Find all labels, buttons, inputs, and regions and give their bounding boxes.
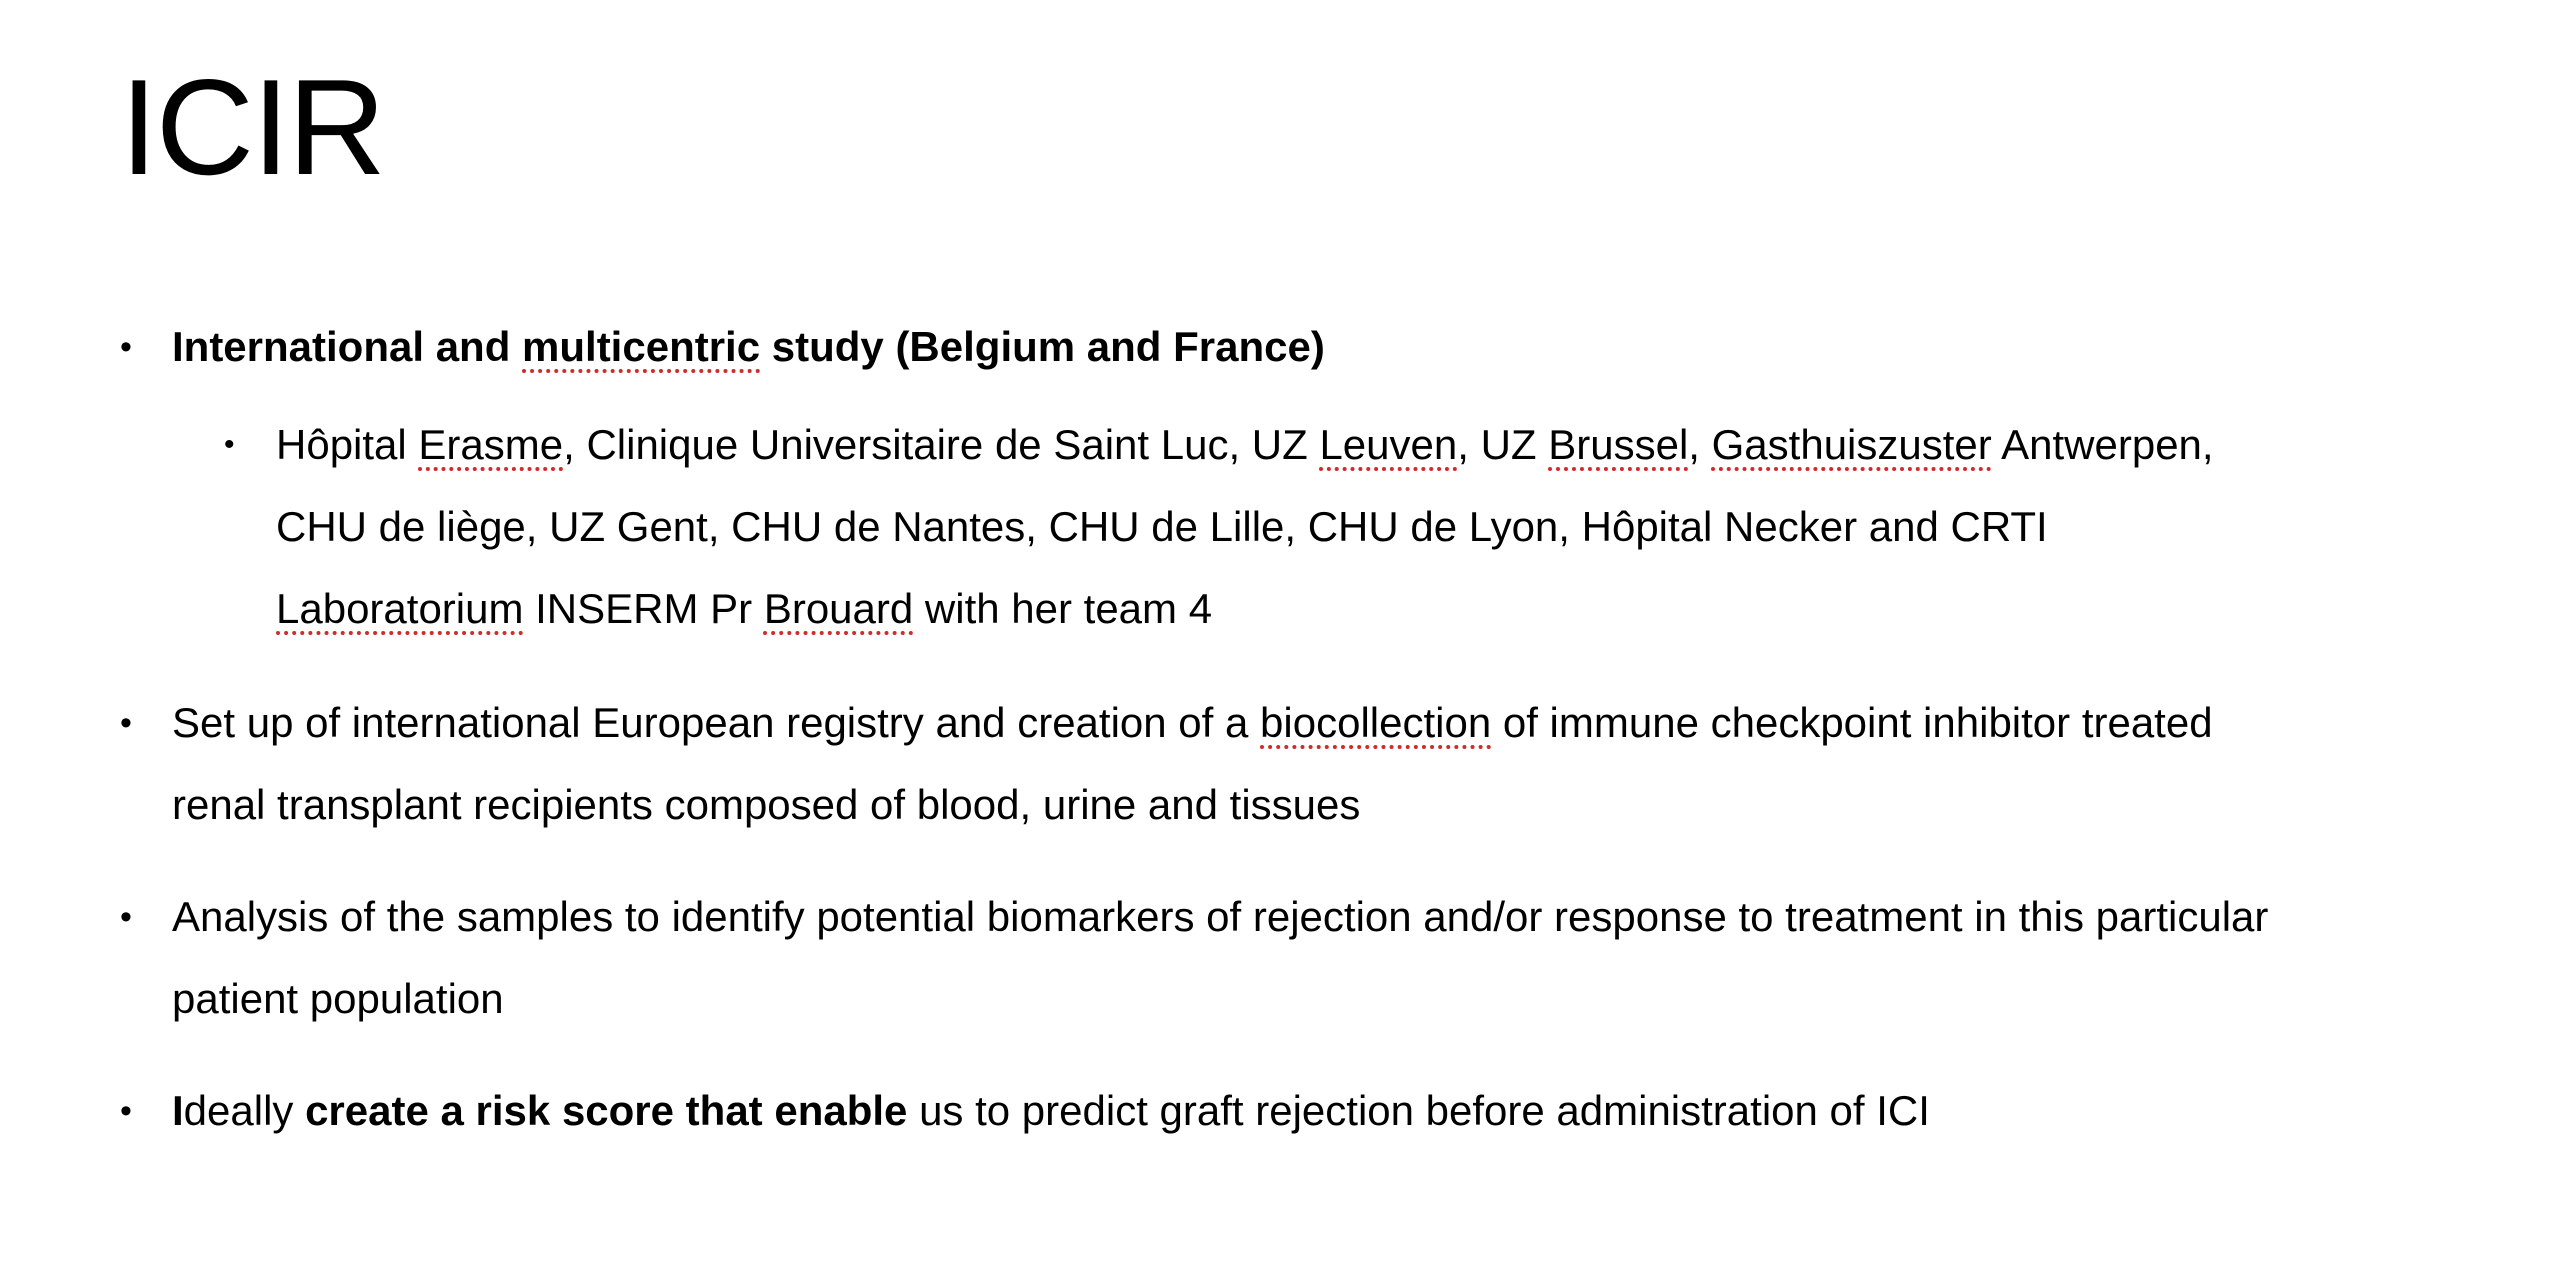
text-segment: , Clinique Universitaire de Saint Luc, UZ	[563, 421, 1320, 468]
text-line	[276, 404, 2516, 486]
bullet-text	[172, 306, 2522, 388]
text-segment: , UZ	[1457, 421, 1549, 468]
text-segment: International and	[172, 323, 523, 370]
text-segment: Hôpital	[276, 421, 419, 468]
spellcheck-word: Erasme	[418, 421, 564, 468]
text-segment: of immune checkpoint inhibitor treated	[1491, 699, 2213, 746]
text-segment: Antwerpen,	[1991, 421, 2214, 468]
text-segment: ,	[1688, 421, 1712, 468]
spellcheck-word: multicentric	[522, 323, 761, 370]
spellcheck-word: biocollection	[1260, 699, 1492, 746]
sub-bullet-text	[276, 404, 2516, 650]
spellcheck-word: Gasthuiszuster	[1711, 421, 1992, 468]
text-line: renal transplant recipients composed of blood, urine and tissues	[172, 781, 1361, 828]
bullet-dot: •	[120, 1092, 132, 1130]
spellcheck-word: Laboratorium	[276, 585, 524, 632]
text-segment: Set up of international European registry and creation of a	[172, 699, 1261, 746]
bullet-dot: •	[120, 704, 132, 742]
bullet-text	[172, 682, 2522, 846]
text-segment: INSERM Pr	[523, 585, 764, 632]
text-segment: us to predict graft rejection before administration of ICI	[907, 1087, 1930, 1134]
bullet-text	[172, 1070, 2522, 1152]
spellcheck-word: Brouard	[763, 585, 914, 632]
text-line: CHU de liège, UZ Gent, CHU de Nantes, CHU de Lille, CHU de Lyon, Hôpital Necker and CRTI	[276, 503, 2048, 550]
text-line: patient population	[172, 975, 504, 1022]
text-segment: create a risk score that enable	[305, 1087, 908, 1134]
text-segment: I	[172, 1087, 184, 1134]
spellcheck-word: Brussel	[1548, 421, 1689, 468]
spellcheck-word: Leuven	[1319, 421, 1458, 468]
text-line: Analysis of the samples to identify potential biomarkers of rejection and/or response to treatment in this particular	[172, 893, 2269, 940]
sub-bullet-dot: •	[224, 428, 235, 461]
text-segment: study (Belgium and France)	[760, 323, 1325, 370]
text-line	[172, 682, 2522, 764]
text-segment: deally	[183, 1087, 306, 1134]
bullet-text	[172, 876, 2522, 1040]
text-line	[276, 568, 2516, 650]
bullet-dot: •	[120, 328, 132, 366]
slide-title: ICIR	[120, 51, 384, 203]
bullet-dot: •	[120, 898, 132, 936]
text-segment: with her team 4	[913, 585, 1213, 632]
